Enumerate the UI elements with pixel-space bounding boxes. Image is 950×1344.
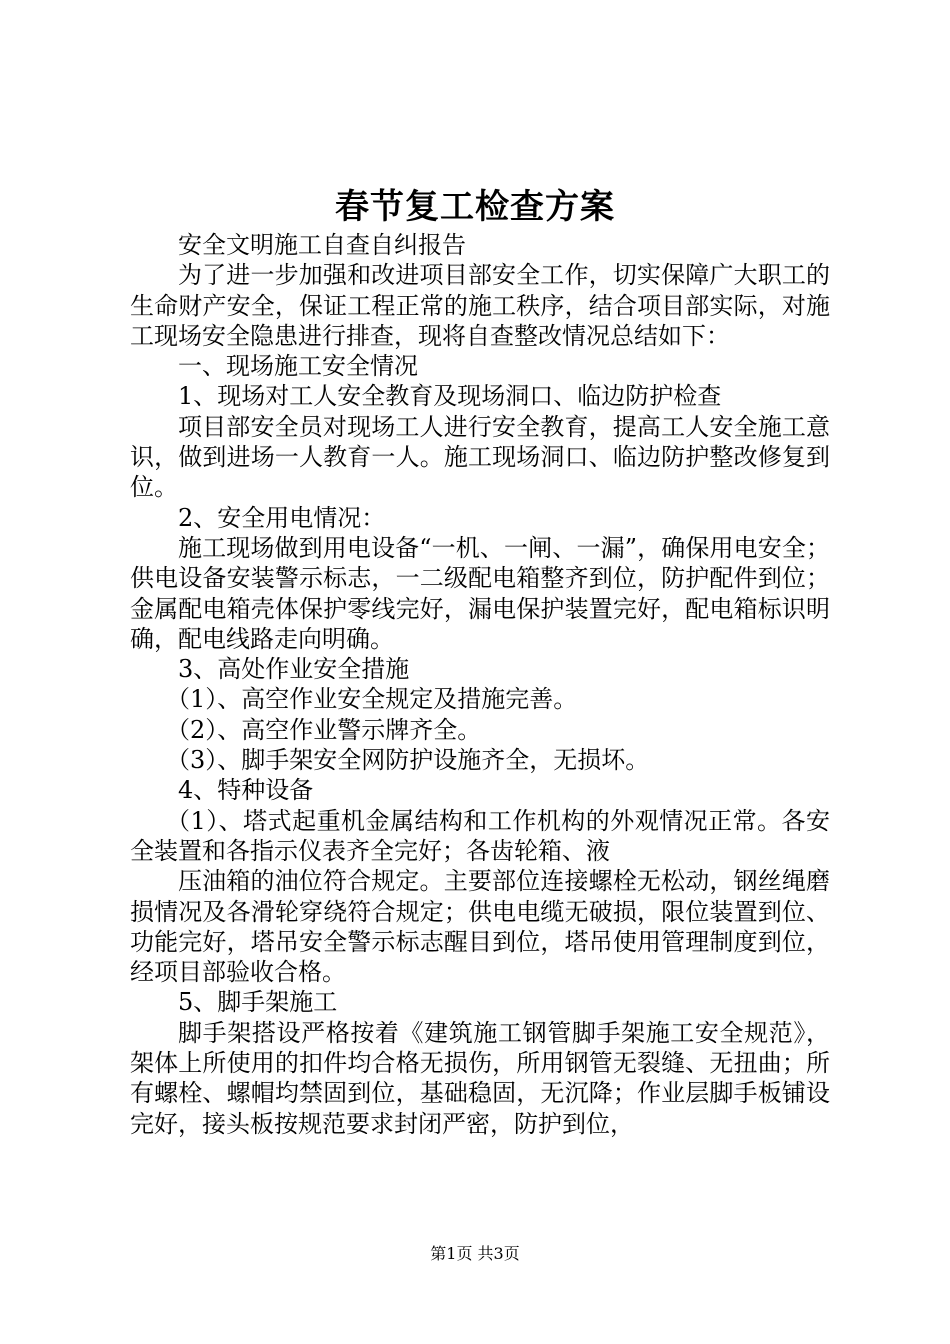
subsection-heading: 3、高处作业安全措施 [178, 655, 410, 684]
report-subtitle: 安全文明施工自查自纠报告 [178, 231, 466, 259]
document-title: 春节复工检查方案 [335, 187, 615, 227]
page-number: 第1页 共3页 [430, 1244, 520, 1263]
section-heading: 一、现场施工安全情况 [178, 352, 418, 381]
list-item: （3）、脚手架安全网防护设施齐全，无损坏。 [166, 746, 650, 775]
subsection-heading: 2、安全用电情况： [178, 503, 386, 532]
document-body [130, 230, 830, 1139]
intro-paragraph: 为了进一步加强和改进项目部安全工作，切实保障广大职工的生命财产安全，保证工程正常的施工秩序，结合项目部实际，对施工现场安全隐患进行排查，现将自查整改情况总结如下： [130, 261, 830, 350]
list-item: （1）、高空作业安全规定及措施完善。 [166, 685, 578, 714]
list-item: （2）、高空作业警示牌齐全。 [166, 715, 482, 744]
subsection-heading: 1、现场对工人安全教育及现场洞口、临边防护检查 [178, 382, 722, 411]
body-paragraph: 压油箱的油位符合规定。主要部位连接螺栓无松动，钢丝绳磨损情况及各滑轮穿绕符合规定；供电电缆无破损，限位装置到位、功能完好，塔吊安全警示标志醒目到位，塔吊使用管理制度到位，经项目部验收合格。 [130, 867, 830, 987]
body-paragraph: 施工现场做到用电设备“一机、一闸、一漏”，确保用电安全；供电设备安装警示标志，一二级配电箱整齐到位，防护配件到位；金属配电箱壳体保护零线完好，漏电保护装置完好，配电箱标识明确，配电线路走向明确。 [130, 533, 830, 653]
subsection-heading: 5、脚手架施工 [178, 988, 338, 1017]
subsection-heading: 4、特种设备 [178, 776, 314, 805]
body-paragraph: 项目部安全员对现场工人进行安全教育，提高工人安全施工意识，做到进场一人教育一人。施工现场洞口、临边防护整改修复到位。 [130, 412, 830, 502]
body-paragraph: 脚手架搭设严格按着《建筑施工钢管脚手架施工安全规范》，架体上所使用的扣件均合格无损伤，所用钢管无裂缝、无扭曲；所有螺栓、螺帽均禁固到位，基础稳固，无沉降；作业层脚手板铺设完好，接头板按规范要求封闭严密，防护到位， [130, 1018, 830, 1138]
list-item: （1）、塔式起重机金属结构和工作机构的外观情况正常。各安全装置和各指示仪表齐全完好；各齿轮箱、液 [130, 806, 830, 865]
